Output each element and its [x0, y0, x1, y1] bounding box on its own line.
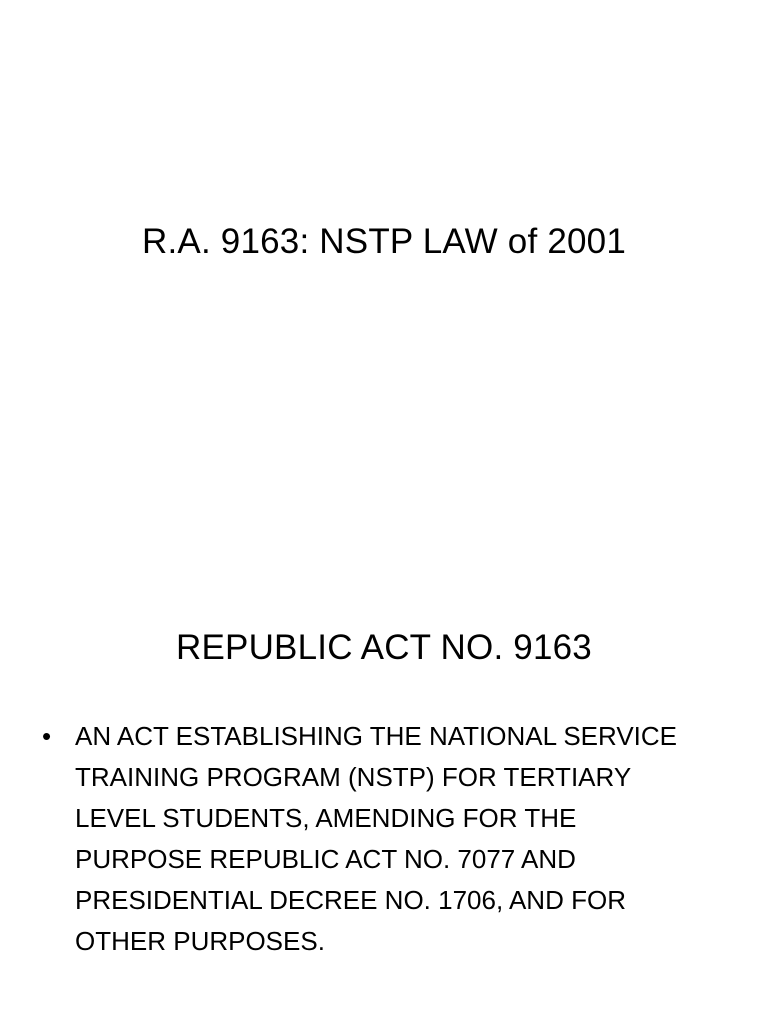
bullet-text-line: OTHER PURPOSES.	[75, 926, 325, 956]
slide-heading: REPUBLIC ACT NO. 9163	[176, 628, 592, 667]
bullet-text-line: PRESIDENTIAL DECREE NO. 1706, AND FOR	[75, 885, 626, 915]
slide-title: R.A. 9163: NSTP LAW of 2001	[142, 222, 626, 261]
content-slide	[0, 512, 768, 1024]
bullet-text-line: PURPOSE REPUBLIC ACT NO. 7077 AND	[75, 844, 576, 874]
bullet-item	[42, 716, 732, 962]
bullet-list	[42, 716, 732, 962]
bullet-text-line: AN ACT ESTABLISHING THE NATIONAL SERVICE	[75, 721, 678, 751]
bullet-dot-icon: •	[42, 721, 52, 751]
bullet-text-line: TRAINING PROGRAM (NSTP) FOR TERTIARY	[75, 762, 632, 792]
bullet-text-line: LEVEL STUDENTS, AMENDING FOR THE	[75, 803, 577, 833]
